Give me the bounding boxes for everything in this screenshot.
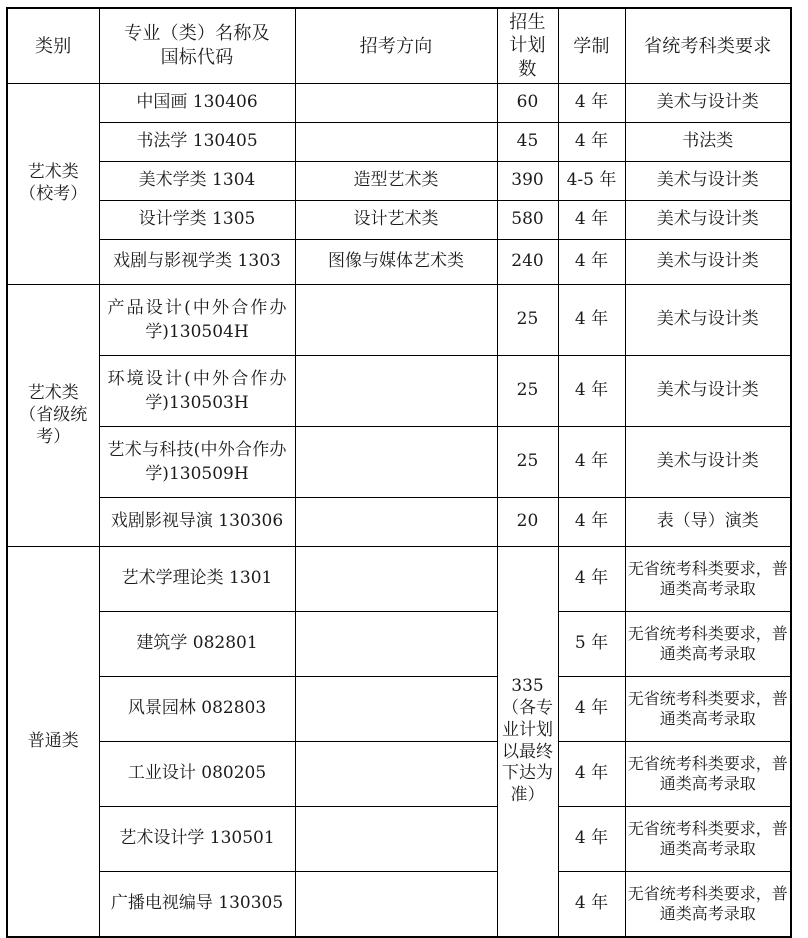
major-cell: 风景园林 082803 [99, 677, 295, 742]
table-row [7, 612, 791, 677]
column-header-quota-line2: 计划数 [509, 35, 546, 80]
requirement-cell: 美术与设计类 [625, 427, 791, 498]
table-row [7, 240, 791, 285]
major-cell: 中国画 130406 [99, 84, 295, 123]
category-cell-general: 普通类 [7, 547, 99, 938]
major-cell: 戏剧影视导演 130306 [99, 498, 295, 547]
quota-cell: 45 [497, 123, 558, 162]
years-cell: 4 年 [558, 547, 625, 612]
years-cell: 4 年 [558, 677, 625, 742]
years-cell: 4 年 [558, 872, 625, 938]
header-row [7, 8, 791, 84]
table-row [7, 84, 791, 123]
quota-cell-merged: 335（各专业计划以最终下达为准） [497, 547, 558, 938]
years-cell: 4 年 [558, 498, 625, 547]
direction-cell [295, 612, 497, 677]
requirement-cell: 无省统考科类要求，普通类高考录取 [625, 807, 791, 872]
table-row [7, 201, 791, 240]
requirement-cell: 书法类 [625, 123, 791, 162]
column-header-quota [497, 8, 558, 84]
category-line: （省级统 [19, 404, 88, 425]
years-cell: 4 年 [558, 807, 625, 872]
table-row [7, 807, 791, 872]
table-row [7, 285, 791, 356]
direction-cell [295, 742, 497, 807]
category-line: （校考） [19, 184, 88, 205]
years-cell: 4-5 年 [558, 162, 625, 201]
direction-cell: 图像与媒体艺术类 [295, 240, 497, 285]
years-cell: 4 年 [558, 84, 625, 123]
requirement-cell: 无省统考科类要求，普通类高考录取 [625, 872, 791, 938]
table-row [7, 162, 791, 201]
column-header-requirement: 省统考科类要求 [625, 8, 791, 84]
major-cell: 工业设计 080205 [99, 742, 295, 807]
years-cell: 4 年 [558, 356, 625, 427]
column-header-direction: 招考方向 [295, 8, 497, 84]
major-cell: 艺术学理论类 1301 [99, 547, 295, 612]
table-row [7, 547, 791, 612]
requirement-cell: 美术与设计类 [625, 240, 791, 285]
admissions-plan-table-container [6, 7, 790, 938]
quota-cell: 60 [497, 84, 558, 123]
years-cell: 4 年 [558, 123, 625, 162]
major-cell: 环境设计(中外合作办学)130503H [99, 356, 295, 427]
direction-cell [295, 84, 497, 123]
requirement-cell: 美术与设计类 [625, 201, 791, 240]
column-header-quota-line1: 招生 [509, 12, 546, 33]
major-cell: 书法学 130405 [99, 123, 295, 162]
category-cell-art-school-exam [7, 84, 99, 285]
direction-cell [295, 123, 497, 162]
category-cell-art-provincial-exam [7, 285, 99, 547]
major-cell: 戏剧与影视学类 1303 [99, 240, 295, 285]
years-cell: 4 年 [558, 240, 625, 285]
table-row [7, 742, 791, 807]
column-header-major-line2: 国标代码 [160, 47, 234, 69]
direction-cell [295, 807, 497, 872]
table-body [7, 84, 791, 938]
quota-cell: 390 [497, 162, 558, 201]
direction-cell [295, 677, 497, 742]
table-row [7, 427, 791, 498]
quota-cell: 20 [497, 498, 558, 547]
years-cell: 4 年 [558, 427, 625, 498]
table-row [7, 677, 791, 742]
years-cell: 4 年 [558, 285, 625, 356]
years-cell: 5 年 [558, 612, 625, 677]
requirement-cell: 美术与设计类 [625, 162, 791, 201]
category-line: 艺术类 [27, 162, 79, 183]
table-row [7, 123, 791, 162]
major-cell: 建筑学 082801 [99, 612, 295, 677]
years-cell: 4 年 [558, 742, 625, 807]
category-line: 考） [36, 426, 71, 447]
table-row [7, 498, 791, 547]
direction-cell [295, 285, 497, 356]
major-cell: 艺术设计学 130501 [99, 807, 295, 872]
requirement-cell: 美术与设计类 [625, 356, 791, 427]
quota-cell: 580 [497, 201, 558, 240]
direction-cell [295, 498, 497, 547]
years-cell: 4 年 [558, 201, 625, 240]
direction-cell [295, 872, 497, 938]
major-cell: 设计学类 1305 [99, 201, 295, 240]
direction-cell [295, 547, 497, 612]
quota-cell: 240 [497, 240, 558, 285]
quota-cell: 25 [497, 427, 558, 498]
major-cell: 美术学类 1304 [99, 162, 295, 201]
column-header-major-line1: 专业（类）名称及 [124, 23, 270, 45]
major-cell: 艺术与科技(中外合作办学)130509H [99, 427, 295, 498]
requirement-cell: 无省统考科类要求，普通类高考录取 [625, 612, 791, 677]
requirement-cell: 无省统考科类要求，普通类高考录取 [625, 742, 791, 807]
requirement-cell: 表（导）演类 [625, 498, 791, 547]
column-header-major [99, 8, 295, 84]
direction-cell: 造型艺术类 [295, 162, 497, 201]
column-header-category: 类别 [7, 8, 99, 84]
table-row [7, 872, 791, 938]
major-cell: 产品设计(中外合作办学)130504H [99, 285, 295, 356]
quota-cell: 25 [497, 356, 558, 427]
table-header [7, 8, 791, 84]
requirement-cell: 美术与设计类 [625, 84, 791, 123]
direction-cell: 设计艺术类 [295, 201, 497, 240]
category-line: 艺术类 [27, 383, 79, 404]
quota-cell: 25 [497, 285, 558, 356]
major-cell: 广播电视编导 130305 [99, 872, 295, 938]
requirement-cell: 无省统考科类要求，普通类高考录取 [625, 547, 791, 612]
column-header-years: 学制 [558, 8, 625, 84]
admissions-plan-table [6, 7, 792, 938]
requirement-cell: 无省统考科类要求，普通类高考录取 [625, 677, 791, 742]
table-row [7, 356, 791, 427]
requirement-cell: 美术与设计类 [625, 285, 791, 356]
direction-cell [295, 427, 497, 498]
direction-cell [295, 356, 497, 427]
